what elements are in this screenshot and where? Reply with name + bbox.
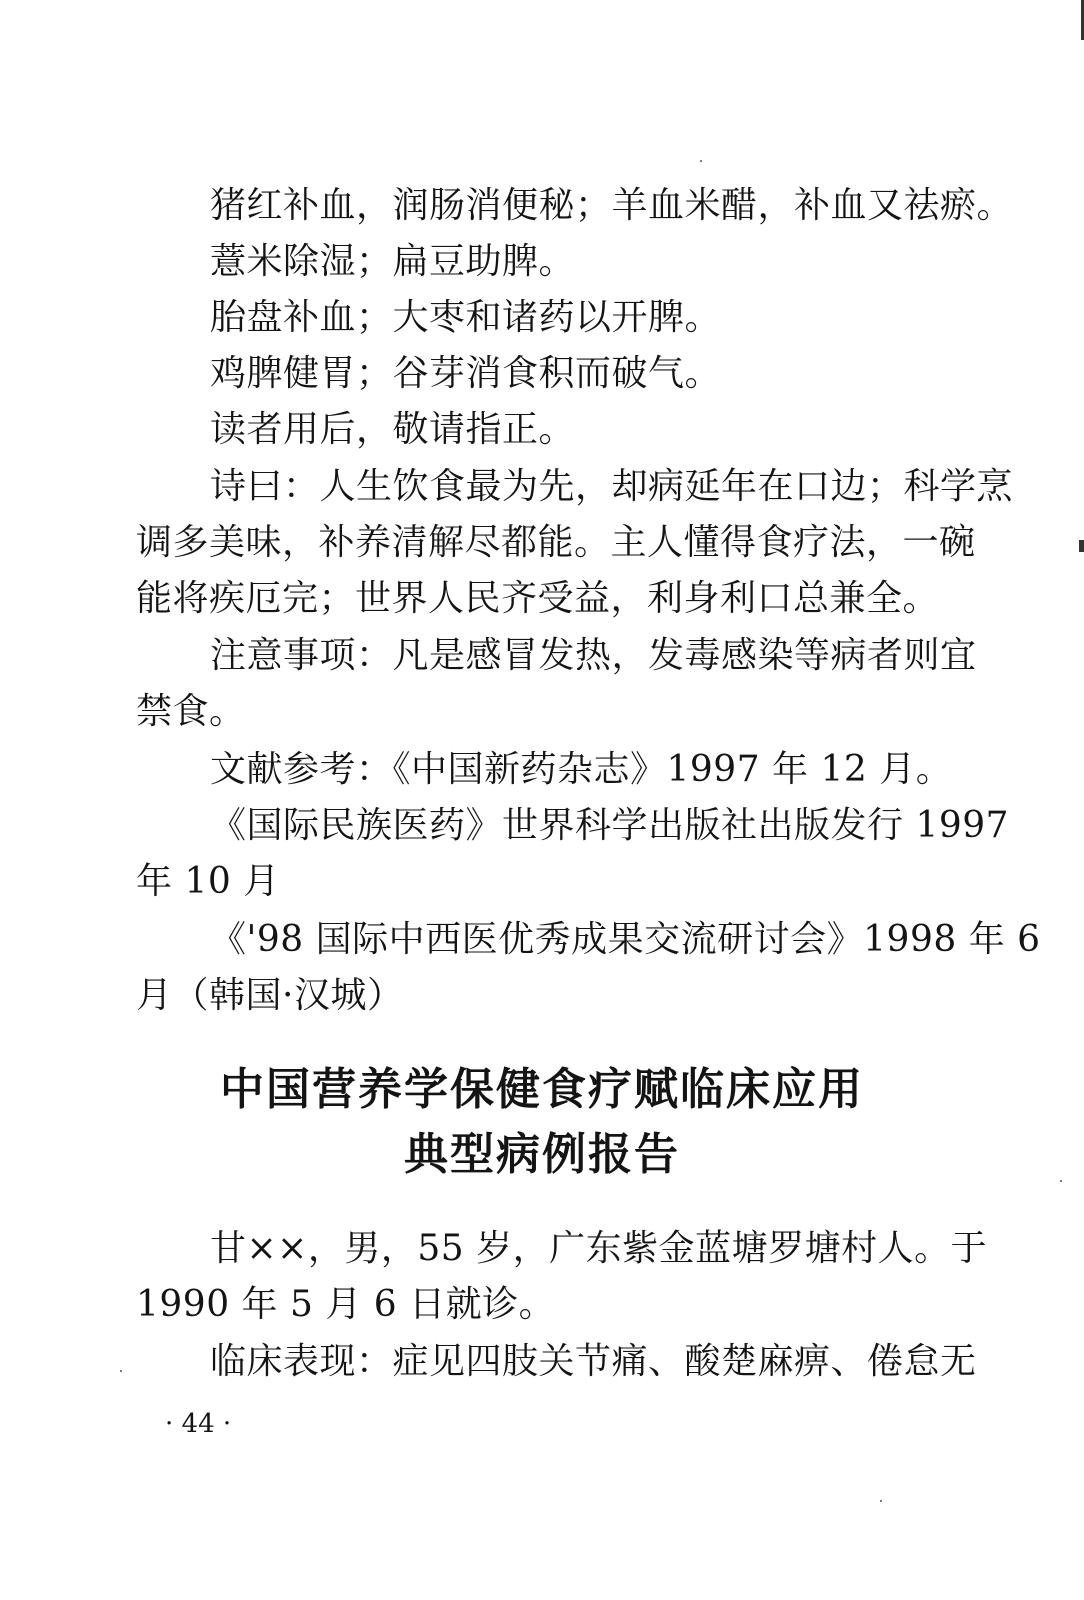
text-line: 文献参考：《中国新药杂志》1997 年 12 月。 <box>210 749 953 790</box>
text-line: 调多美味，补养清解尽都能。主人懂得食疗法，一碗 <box>136 522 976 563</box>
text-line: 《'98 国际中西医优秀成果交流研讨会》1998 年 6 <box>210 919 1041 960</box>
scan-speck <box>700 160 702 162</box>
text-line: 胎盘补血；大枣和诸药以开脾。 <box>210 297 722 338</box>
text-line: 月（韩国·汉城） <box>136 975 404 1016</box>
text-line: 薏米除湿；扁豆助脾。 <box>210 241 576 282</box>
text-line: 年 10 月 <box>136 861 280 902</box>
scan-speck <box>880 1500 882 1502</box>
text-line: 注意事项：凡是感冒发热，发毒感染等病者则宜 <box>210 635 977 676</box>
text-line: 1990 年 5 月 6 日就诊。 <box>136 1284 556 1325</box>
scan-speck <box>120 1370 122 1372</box>
text-line: 诗曰：人生饮食最为先，却病延年在口边；科学烹 <box>210 466 1014 507</box>
scan-speck <box>1060 1180 1062 1182</box>
section-title-line-2: 典型病例报告 <box>404 1129 680 1180</box>
text-line: 临床表现：症见四肢关节痛、酸楚麻痹、倦怠无 <box>210 1341 977 1382</box>
page-number: · 44 · <box>165 1409 232 1439</box>
text-line: 猪红补血，润肠消便秘；羊血米醋，补血又祛瘀。 <box>210 185 1014 226</box>
text-line: 《国际民族医药》世界科学出版社出版发行 1997 <box>210 805 1010 846</box>
text-line: 读者用后，敬请指正。 <box>210 409 576 450</box>
scan-edge-mark <box>1079 540 1084 552</box>
section-title-line-1: 中国营养学保健食疗赋临床应用 <box>220 1064 864 1115</box>
text-line: 甘××，男，55 岁，广东紫金蓝塘罗塘村人。于 <box>210 1228 988 1269</box>
text-line: 鸡脾健胃；谷芽消食积而破气。 <box>210 353 722 394</box>
text-line: 禁食。 <box>136 691 246 732</box>
text-line: 能将疾厄完；世界人民齐受益，利身利口总兼全。 <box>136 578 940 619</box>
